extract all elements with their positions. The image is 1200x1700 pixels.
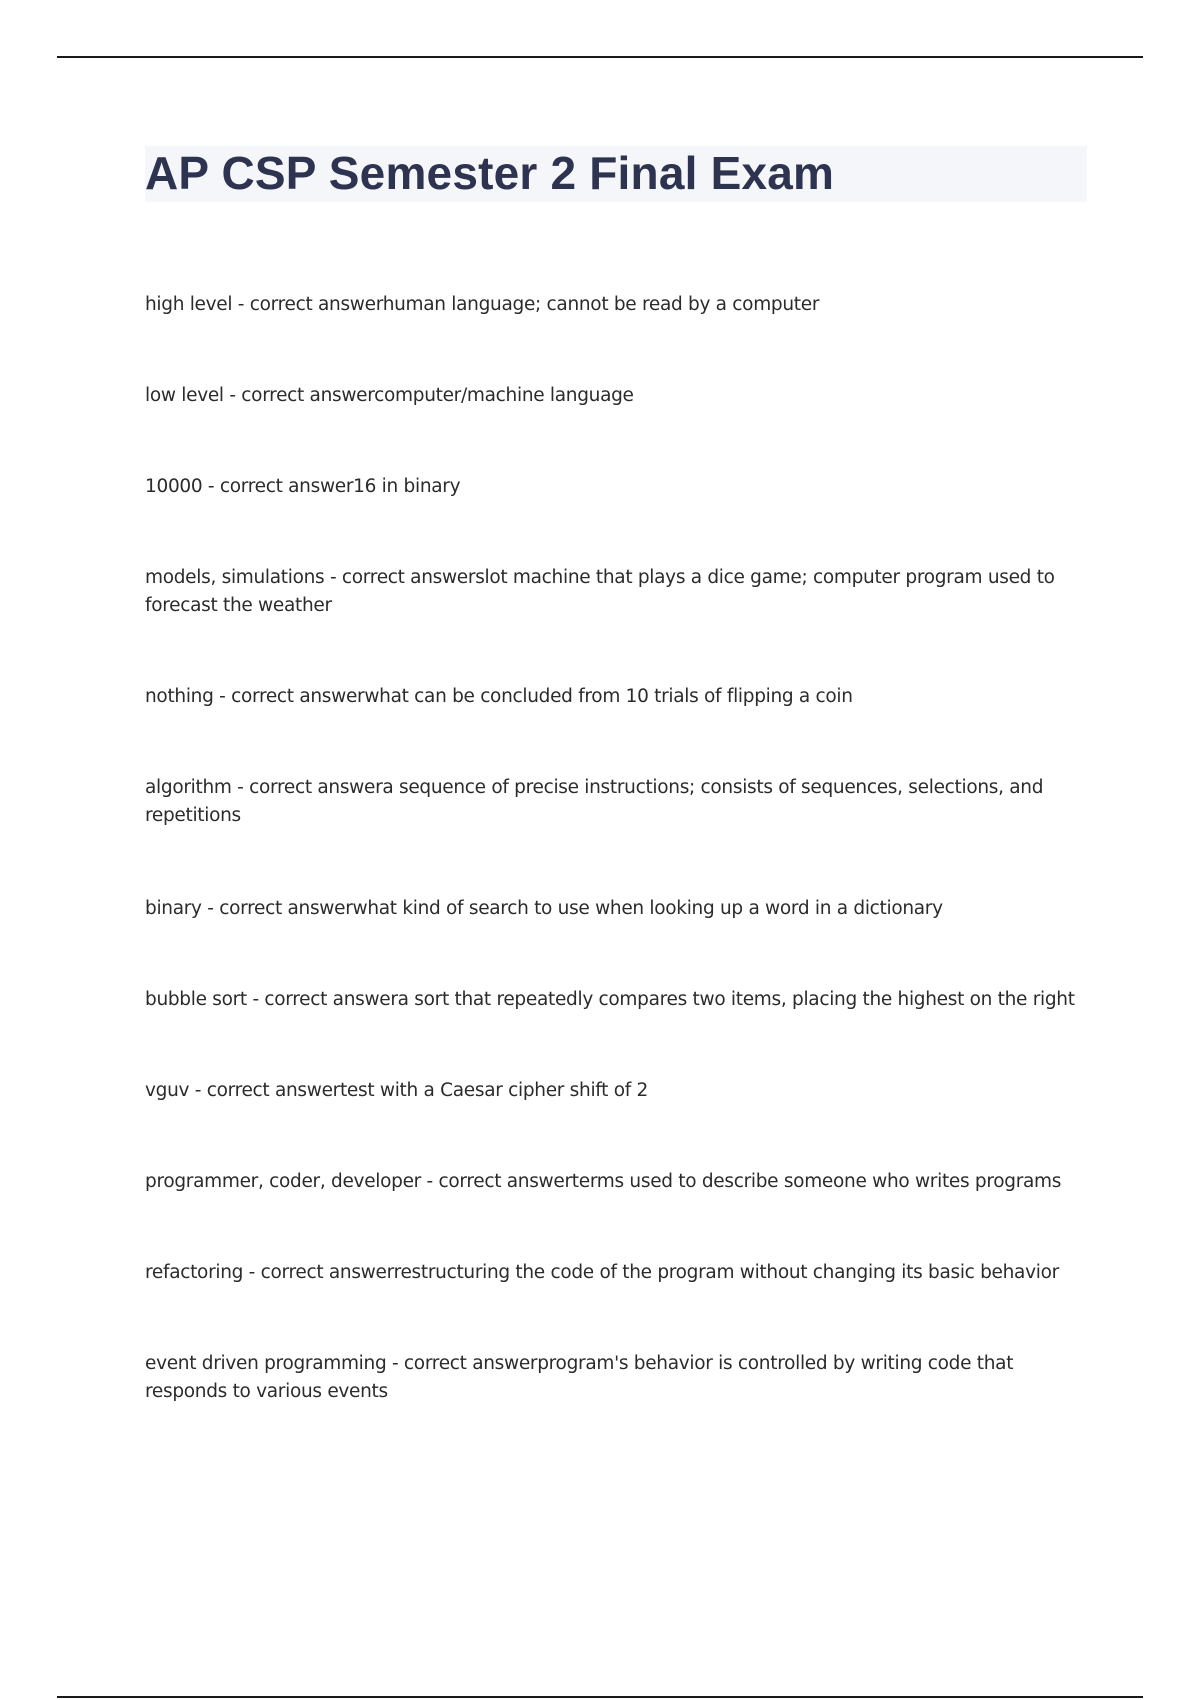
flashcard-entry: 10000 - correct answer16 in binary xyxy=(145,476,461,497)
flashcard-entry: bubble sort - correct answera sort that repeatedly compares two items, placing the highest on the right xyxy=(145,989,1075,1010)
flashcard-entry: nothing - correct answerwhat can be concluded from 10 trials of flipping a coin xyxy=(145,686,853,707)
flashcard-entry: refactoring - correct answerrestructuring the code of the program without changing its basic behavior xyxy=(145,1262,1059,1283)
flashcard-entry: algorithm - correct answera sequence of precise instructions; consists of sequences, selections, and repetitions xyxy=(145,777,1044,826)
flashcard-entry: programmer, coder, developer - correct answerterms used to describe someone who writes programs xyxy=(145,1171,1062,1192)
top-rule xyxy=(57,56,1143,58)
flashcard-entry: models, simulations - correct answerslot machine that plays a dice game; computer program used to forecast the weather xyxy=(145,567,1055,616)
flashcard-entry: event driven programming - correct answerprogram's behavior is controlled by writing code that responds to various events xyxy=(145,1353,1014,1402)
bottom-rule xyxy=(57,1696,1143,1698)
page-title: AP CSP Semester 2 Final Exam xyxy=(145,147,835,199)
flashcard-entry: high level - correct answerhuman language; cannot be read by a computer xyxy=(145,294,820,315)
flashcard-entry: low level - correct answercomputer/machine language xyxy=(145,385,634,406)
flashcard-entry: binary - correct answerwhat kind of search to use when looking up a word in a dictionary xyxy=(145,898,943,919)
flashcard-entry: vguv - correct answertest with a Caesar cipher shift of 2 xyxy=(145,1080,648,1101)
